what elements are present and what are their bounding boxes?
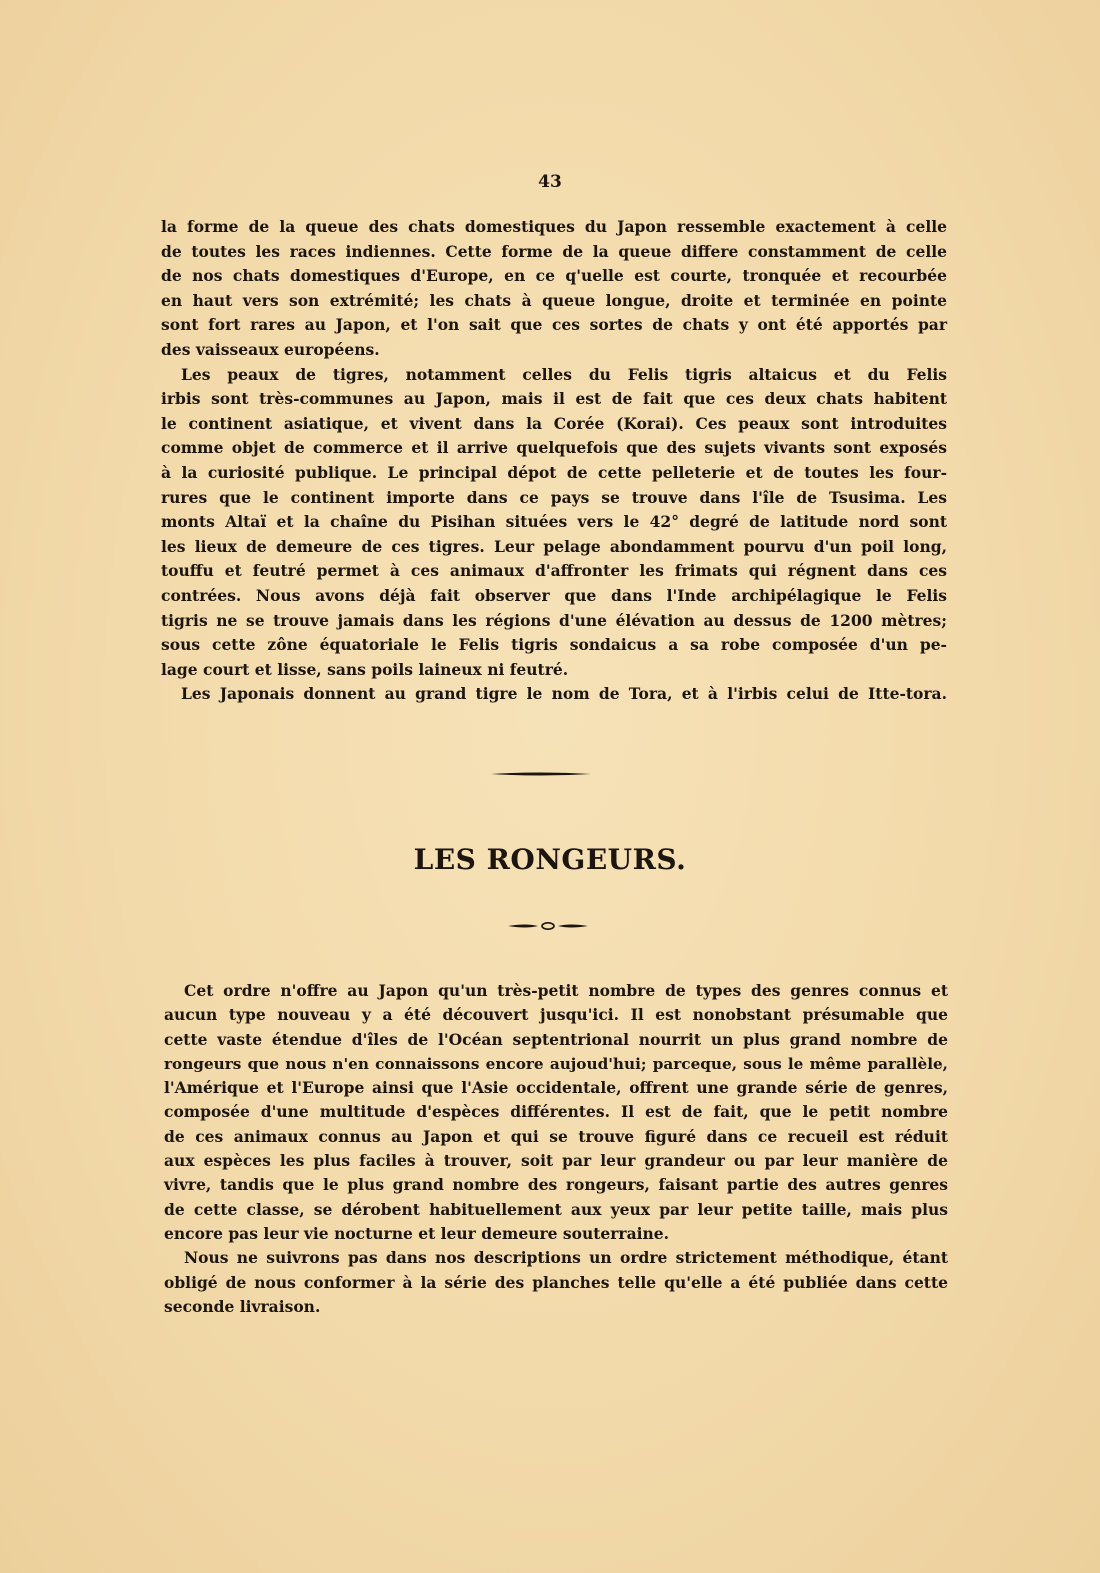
- text-line: de ces animaux connus au Japon et qui se trouve figuré dans ce recueil est réduit: [164, 1126, 948, 1146]
- text-line: de nos chats domestiques d'Europe, en ce q'uelle est courte, tronquée et recourbée: [161, 266, 947, 286]
- text-line: des vaisseaux européens.: [161, 339, 380, 359]
- text-line: rongeurs que nous n'en connaissons encore aujoud'hui; parceque, sous le même parallèle,: [164, 1054, 948, 1073]
- text-line: seconde livraison.: [164, 1296, 321, 1316]
- text-line: obligé de nous conformer à la série des planches telle qu'elle a été publiée dans cette: [164, 1272, 948, 1292]
- text-block-upper: [161, 215, 947, 707]
- text-line: composée d'une multitude d'espèces différentes. Il est de fait, que le petit nombre: [164, 1102, 948, 1122]
- text-line: encore pas leur vie nocturne et leur demeure souterraine.: [164, 1223, 670, 1243]
- section-heading: LES RONGEURS.: [413, 843, 687, 876]
- text-line: cette vaste étendue d'îles de l'Océan septentrional nourrit un plus grand nombre de: [164, 1029, 948, 1049]
- text-line: en haut vers son extrémité; les chats à queue longue, droite et terminée en pointe: [161, 290, 947, 310]
- ornament-divider: [508, 921, 588, 931]
- text-line: contrées. Nous avons déjà fait observer que dans l'Inde archipélagique le Felis: [161, 585, 947, 605]
- text-line: Les Japonais donnent au grand tigre le nom de Tora, et à l'irbis celui de Itte-tora.: [181, 684, 947, 704]
- text-line: sous cette zône équatoriale le Felis tigris sondaicus a sa robe composée d'un pe-: [161, 635, 947, 655]
- text-line: à la curiosité publique. Le principal dépot de cette pelleterie et de toutes les four-: [161, 462, 947, 482]
- text-line: les lieux de demeure de ces tigres. Leur pelage abondamment pourvu d'un poil long,: [161, 536, 947, 556]
- text-line: de cette classe, se dérobent habituellement aux yeux par leur petite taille, mais plus: [164, 1199, 948, 1219]
- text-line: monts Altaï et la chaîne du Pisihan situées vers le 42° degré de latitude nord sont: [161, 512, 947, 532]
- text-line: la forme de la queue des chats domestiques du Japon ressemble exactement à celle: [161, 217, 947, 236]
- text-line: de toutes les races indiennes. Cette forme de la queue differe constamment de celle: [161, 241, 947, 261]
- text-line: Nous ne suivrons pas dans nos descriptions un ordre strictement méthodique, étant: [184, 1248, 948, 1268]
- text-block-lower: [164, 979, 948, 1319]
- text-line: rures que le continent importe dans ce pays se trouve dans l'île de Tsusima. Les: [161, 487, 947, 507]
- text-line: vivre, tandis que le plus grand nombre des rongeurs, faisant partie des autres genres: [164, 1175, 948, 1195]
- text-line: Cet ordre n'offre au Japon qu'un très-petit nombre de types des genres connus et: [184, 981, 948, 1000]
- text-line: touffu et feutré permet à ces animaux d'affronter les frimats qui régnent dans ces: [161, 561, 947, 581]
- text-line: comme objet de commerce et il arrive quelquefois que des sujets vivants sont exposés: [161, 438, 947, 458]
- text-line: Les peaux de tigres, notamment celles du Felis tigris altaicus et du Felis: [181, 364, 947, 384]
- text-line: aucun type nouveau y a été découvert jusqu'ici. Il est nonobstant présumable que: [164, 1005, 948, 1025]
- page-number: 43: [538, 172, 562, 192]
- ornamental-rule: [491, 771, 591, 777]
- text-line: irbis sont très-communes au Japon, mais il est de fait que ces deux chats habitent: [161, 389, 947, 409]
- text-line: sont fort rares au Japon, et l'on sait que ces sortes de chats y ont été apportés par: [161, 315, 947, 335]
- text-line: l'Amérique et l'Europe ainsi que l'Asie occidentale, offrent une grande série de genres,: [164, 1078, 948, 1098]
- text-line: aux espèces les plus faciles à trouver, soit par leur grandeur ou par leur manière de: [164, 1151, 948, 1171]
- text-line: le continent asiatique, et vivent dans la Corée (Korai). Ces peaux sont introduites: [161, 413, 947, 433]
- text-line: lage court et lisse, sans poils laineux ni feutré.: [161, 659, 569, 679]
- text-line: tigris ne se trouve jamais dans les régions d'une élévation au dessus de 1200 mètres;: [161, 610, 947, 630]
